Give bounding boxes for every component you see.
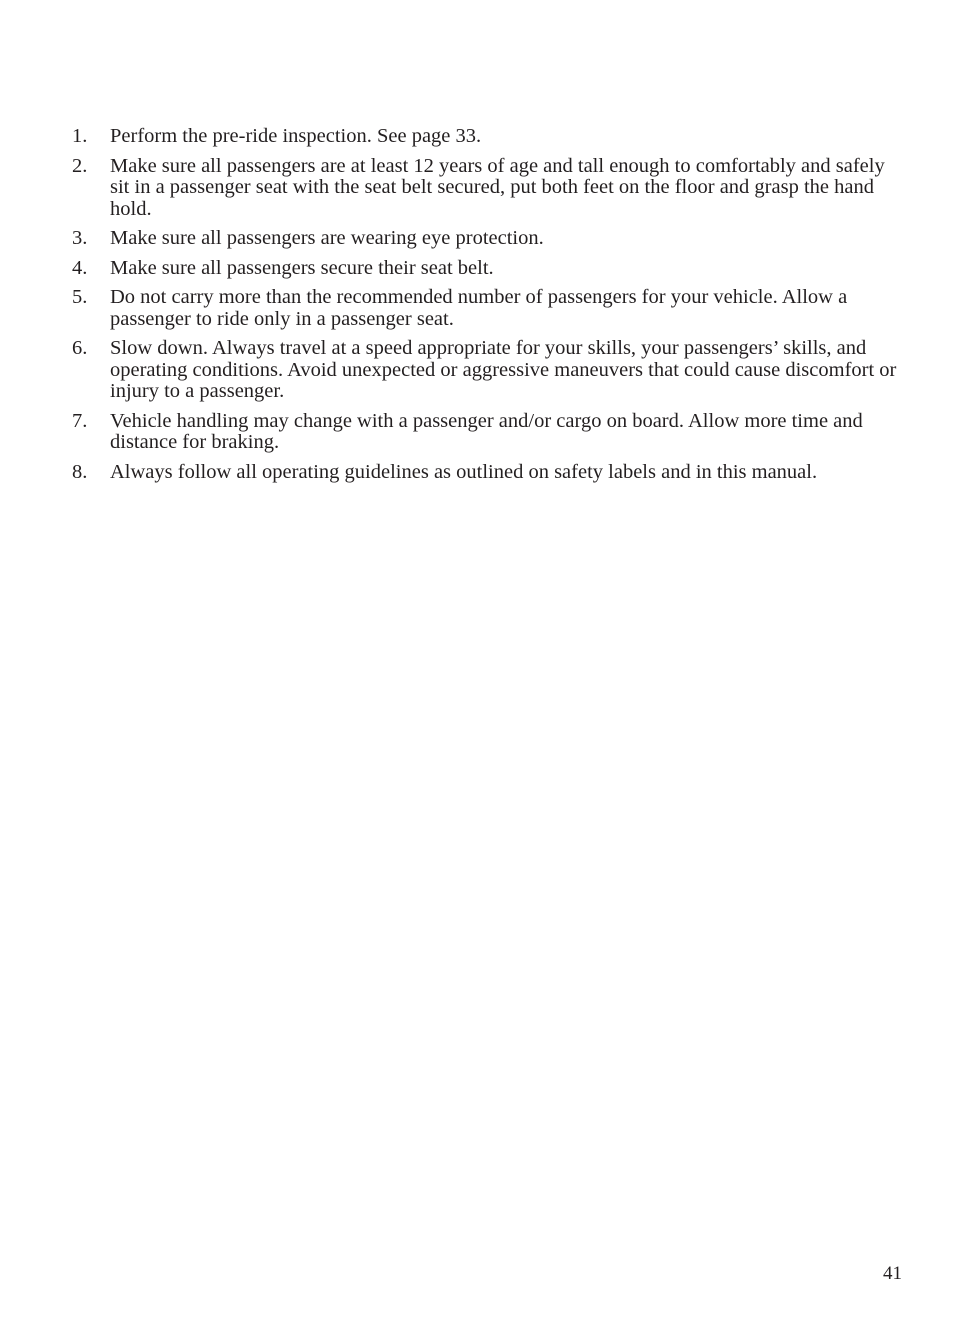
list-item (72, 287, 902, 330)
list-item (72, 411, 902, 454)
item-text: Make sure all passengers are wearing eye protection. (110, 227, 544, 249)
list-item (72, 258, 902, 280)
item-number: 5. (72, 286, 88, 308)
item-number: 7. (72, 409, 88, 432)
list-item (72, 462, 902, 484)
list-item (72, 228, 902, 250)
page-number: 41 (883, 1263, 902, 1284)
item-number: 6. (72, 337, 88, 359)
item-text: Make sure all passengers are at least 12 years of age and tall enough to comfortably and safely sit in a passenger seat with the seat belt secured, put both feet on the floor and grasp the hand hold. (110, 154, 885, 220)
item-number: 8. (72, 460, 88, 483)
item-text: Make sure all passengers secure their seat belt. (110, 256, 494, 279)
item-text: Slow down. Always travel at a speed appropriate for your skills, your passengers’ skills, and operating conditions. Avoid unexpected or aggressive maneuvers that could cause discomfort or injury to a passenger. (110, 337, 897, 402)
item-text: Vehicle handling may change with a passenger and/or cargo on board. Allow more time and distance for braking. (110, 409, 863, 453)
instruction-list (72, 126, 902, 491)
list-item (72, 156, 902, 221)
item-text: Always follow all operating guidelines as outlined on safety labels and in this manual. (110, 460, 818, 483)
item-number: 1. (72, 125, 88, 147)
list-item (72, 126, 902, 148)
item-text: Perform the pre-ride inspection. See page 33. (110, 125, 482, 147)
item-number: 4. (72, 256, 88, 279)
item-number: 2. (72, 154, 88, 177)
item-text: Do not carry more than the recommended number of passengers for your vehicle. Allow a passenger to ride only in a passenger seat. (110, 286, 848, 330)
item-number: 3. (72, 227, 88, 249)
list-item (72, 338, 902, 403)
